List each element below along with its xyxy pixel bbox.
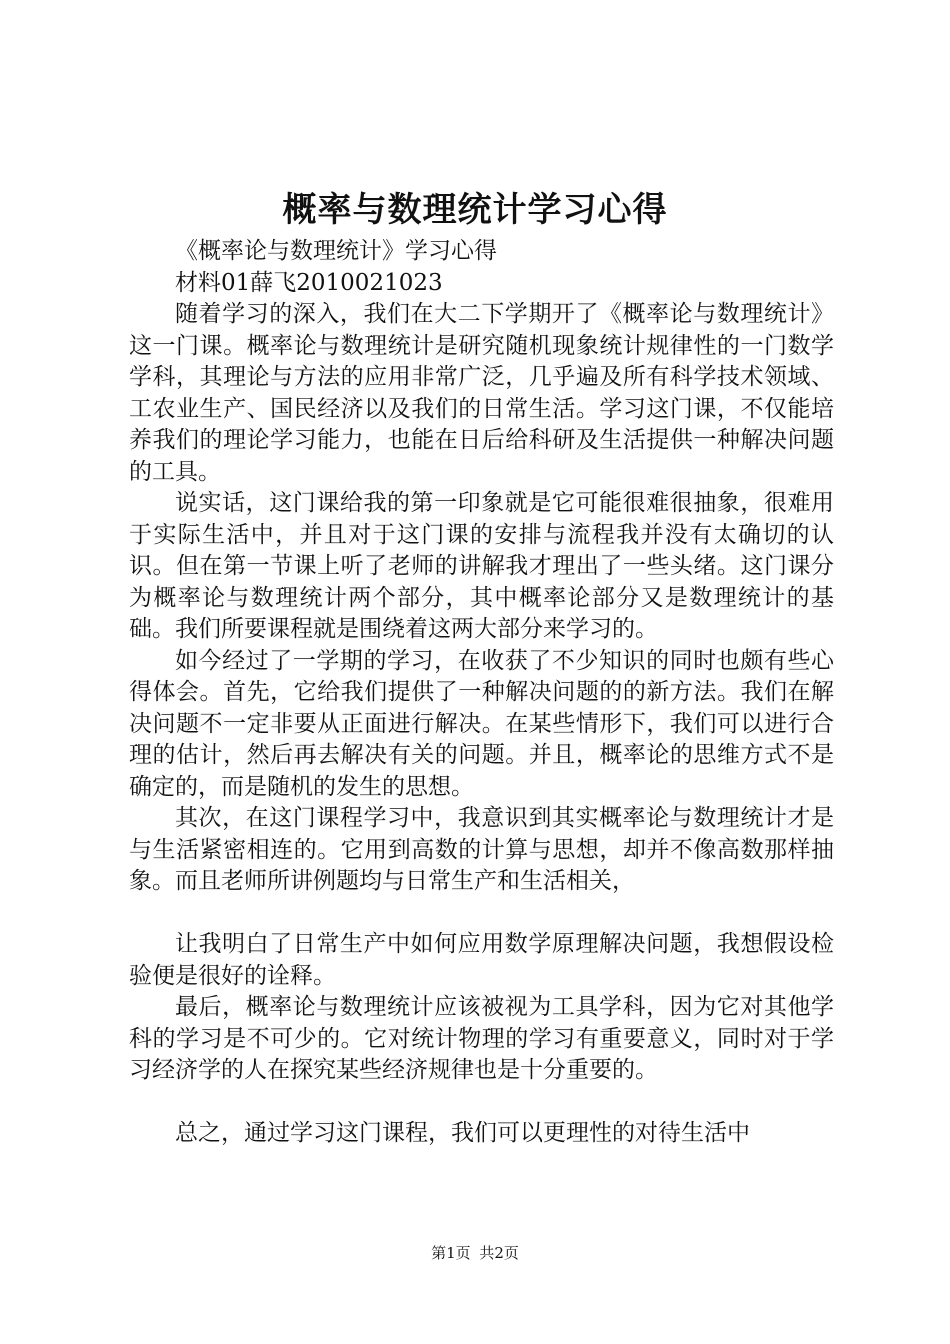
page-total: 共2页	[479, 1244, 519, 1262]
body-paragraph: 说实话，这门课给我的第一印象就是它可能很难很抽象，很难用于实际生活中，并且对于这门课的安排与流程我并没有太确切的认识。但在第一节课上听了老师的讲解我才理出了一些头绪。这门课分为概率论与数理统计两个部分，其中概率论部分又是数理统计的基础。我们所要课程就是围绕着这两大部分来学习的。	[129, 490, 834, 642]
author-line: 材料01薛飞2010021023	[175, 269, 443, 296]
body-paragraph: 总之，通过学习这门课程，我们可以更理性的对待生活中	[175, 1120, 750, 1146]
body-paragraph: 随着学习的深入，我们在大二下学期开了《概率论与数理统计》这一门课。概率论与数理统计是研究随机现象统计规律性的一门数学学科，其理论与方法的应用非常广泛，几乎遍及所有科学技术领域、工农业生产、国民经济以及我们的日常生活。学习这门课，不仅能培养我们的理论学习能力，也能在日后给科研及生活提供一种解决问题的工具。	[129, 301, 834, 485]
subtitle-paragraph: 《概率论与数理统计》学习心得	[175, 238, 497, 264]
body-paragraph: 最后，概率论与数理统计应该被视为工具学科，因为它对其他学科的学习是不可少的。它对统计物理的学习有重要意义，同时对于学习经济学的人在探究某些经济规律也是十分重要的。	[129, 994, 834, 1083]
body-paragraph: 让我明白了日常生产中如何应用数学原理解决问题，我想假设检验便是很好的诠释。	[129, 931, 834, 989]
document-body	[129, 236, 834, 1150]
page-number: 第1页	[431, 1244, 471, 1262]
page-footer	[0, 1242, 950, 1264]
body-paragraph: 其次，在这门课程学习中，我意识到其实概率论与数理统计才是与生活紧密相连的。它用到高数的计算与思想，却并不像高数那样抽象。而且老师所讲例题均与日常生产和生活相关，	[129, 805, 834, 894]
body-paragraph: 如今经过了一学期的学习，在收获了不少知识的同时也颇有些心得体会。首先，它给我们提供了一种解决问题的的新方法。我们在解决问题不一定非要从正面进行解决。在某些情形下，我们可以进行合理的估计，然后再去解决有关的问题。并且，概率论的思维方式不是确定的，而是随机的发生的思想。	[129, 647, 834, 800]
document-title: 概率与数理统计学习心得	[282, 190, 668, 230]
